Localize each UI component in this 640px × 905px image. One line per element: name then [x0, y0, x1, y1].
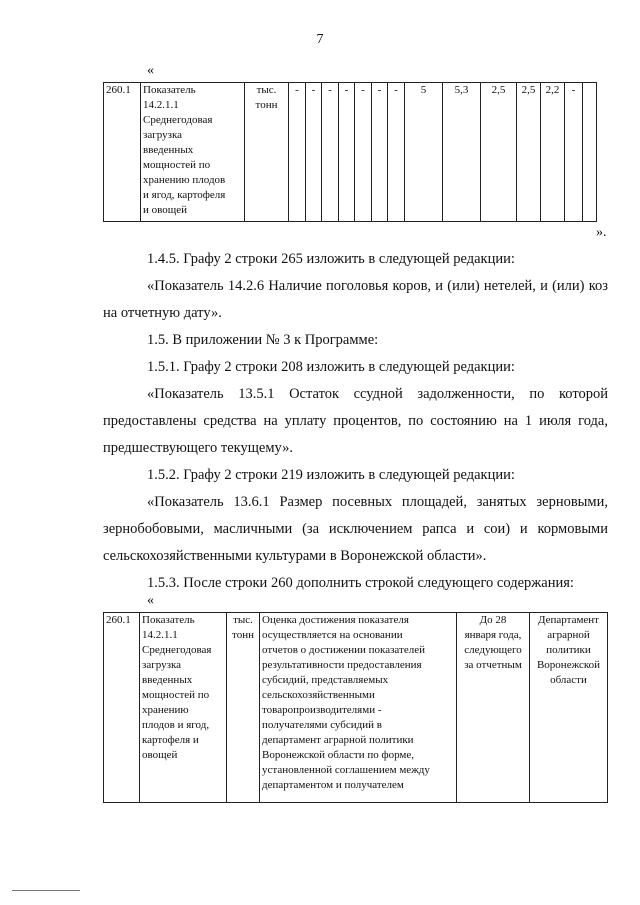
paragraph: 1.5.2. Графу 2 строки 219 изложить в следующей редакции: — [147, 467, 515, 483]
table1-value-cell — [583, 83, 597, 222]
table1-indicator-line: Показатель — [143, 84, 196, 96]
table2-responsible-line: политики — [546, 644, 591, 656]
table2-deadline-line: следующего — [464, 644, 522, 656]
page-number: 7 — [316, 32, 324, 47]
table2-deadline-line: января года, — [464, 629, 522, 641]
table2-responsible-line: области — [550, 674, 587, 686]
table1-unit-cell — [245, 83, 289, 222]
table1-value-cell: - — [388, 83, 405, 222]
paragraph: «Показатель 14.2.6 Наличие поголовья коров, и (или) нетелей, и (или) коз на отчетную дату». — [103, 278, 608, 321]
table-1 — [103, 82, 597, 222]
table2-responsible-line: Воронежской — [536, 659, 601, 671]
table1-indicator-cell — [141, 83, 245, 222]
table1-open-quote: « — [147, 63, 154, 78]
table2-method-line: департамент аграрной политики — [262, 734, 414, 746]
paragraph: 1.5. В приложении № 3 к Программе: — [147, 332, 379, 348]
table2-method-line: результативности предоставления — [262, 659, 422, 671]
table1-value-cell: - — [306, 83, 322, 222]
table2-unit-cell — [227, 613, 260, 803]
table1-indicator-line: мощностей по — [143, 159, 211, 171]
table2-indicator-line: плодов и ягод, — [142, 719, 210, 731]
table2-method-line: установленной соглашением между — [262, 764, 430, 776]
table1-value-cell: 2,2 — [541, 83, 565, 222]
table1-indicator-line: и овощей — [143, 204, 187, 216]
table2-method-line: отчетов о достижении показателей — [262, 644, 425, 656]
body-text — [103, 246, 608, 597]
table1-value-cell: 2,5 — [481, 83, 517, 222]
table2-method-line: товаропроизводителями - — [262, 704, 382, 716]
paragraph: «Показатель 13.6.1 Размер посевных площадей, занятых зерновыми, зернобобовыми, масличными (за исключением рапса и сои) и кормовыми сельскохозяйственными культурами в Воронежской области». — [103, 494, 608, 564]
table1-indicator-line: введенных — [143, 144, 194, 156]
table2-responsible-cell — [530, 613, 608, 803]
table2-deadline-cell — [457, 613, 530, 803]
table2-indicator-line: картофеля и — [142, 734, 199, 746]
table1-value-cell: - — [565, 83, 583, 222]
table2-indicator-line: овощей — [142, 749, 178, 761]
table2-code-cell: 260.1 — [104, 613, 140, 803]
table2-method-cell — [260, 613, 457, 803]
table2-method-line: субсидий, представляемых — [262, 674, 389, 686]
table2-deadline-line: До 28 — [479, 614, 507, 626]
table-2 — [103, 612, 608, 803]
table2-responsible-line: Департамент — [537, 614, 599, 626]
table1-unit-line: тонн — [255, 99, 278, 111]
table1-indicator-line: хранению плодов — [143, 174, 226, 186]
table2-indicator-line: хранению — [142, 704, 189, 716]
table1-unit-line: тыс. — [256, 84, 277, 96]
table1-code-cell: 260.1 — [104, 83, 141, 222]
table2-indicator-line: мощностей по — [142, 689, 210, 701]
table2-indicator-cell — [140, 613, 227, 803]
table2-method-line: осуществляется на основании — [262, 629, 403, 641]
table1-indicator-line: загрузка — [143, 129, 182, 141]
table1-value-cell: - — [355, 83, 372, 222]
table2-indicator-line: введенных — [142, 674, 193, 686]
table1-indicator-line: и ягод, картофеля — [143, 189, 226, 201]
table1-value-cell: - — [372, 83, 388, 222]
table2-method-line: департаментом и получателем — [262, 779, 404, 791]
table1-value-cell: 5,3 — [443, 83, 481, 222]
table2-indicator-line: загрузка — [142, 659, 181, 671]
table1-value-cell: - — [339, 83, 355, 222]
table1-value-cell: - — [289, 83, 306, 222]
table2-unit-line: тонн — [232, 629, 254, 641]
table2-method-line: получателями субсидий в — [262, 719, 382, 731]
table1-value-cell: 5 — [405, 83, 443, 222]
table2-unit-line: тыс. — [233, 614, 253, 626]
paragraph: 1.5.3. После строки 260 дополнить строкой следующего содержания: — [147, 575, 574, 591]
table1-value-cell: - — [322, 83, 339, 222]
table2-responsible-line: аграрной — [547, 629, 590, 641]
table2-method-line: Оценка достижения показателя — [262, 614, 409, 626]
table2-method-line: Воронежской области по форме, — [262, 749, 415, 761]
table2-deadline-line: за отчетным — [464, 659, 522, 671]
table2-method-line: сельскохозяйственными — [262, 689, 375, 701]
table1-indicator-line: 14.2.1.1 — [143, 99, 179, 111]
table2-indicator-line: Среднегодовая — [142, 644, 212, 656]
footnote-separator — [12, 890, 80, 891]
paragraph: «Показатель 13.5.1 Остаток ссудной задолженности, по которой предоставлены средства на уплату процентов, по состоянию на 1 июля года, предшествующего текущему». — [103, 386, 608, 456]
paragraph: 1.4.5. Графу 2 строки 265 изложить в следующей редакции: — [147, 251, 515, 267]
table1-indicator-line: Среднегодовая — [143, 114, 213, 126]
table2-indicator-line: Показатель — [142, 614, 195, 626]
table2-open-quote: « — [147, 593, 154, 608]
paragraph: 1.5.1. Графу 2 строки 208 изложить в следующей редакции: — [147, 359, 515, 375]
table1-close-quote: ». — [596, 225, 607, 240]
table2-indicator-line: 14.2.1.1 — [142, 629, 178, 641]
table1-value-cell: 2,5 — [517, 83, 541, 222]
